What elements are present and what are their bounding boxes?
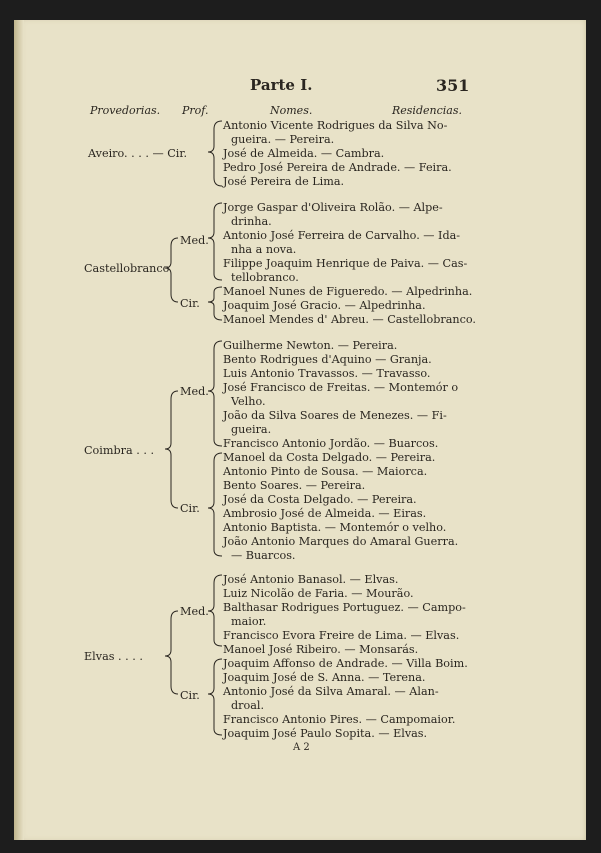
entry-line: gueira. — Pereira. <box>231 133 335 146</box>
entry-line: José Antonio Banasol. — Elvas. <box>223 573 399 586</box>
brace-coimbra-med <box>208 341 222 446</box>
brace-coimbra-cir <box>208 453 222 556</box>
entry-line: tellobranco. <box>231 271 299 284</box>
entry-line: José Francisco de Freitas. — Montemór o <box>223 381 459 394</box>
entry-line: Ambrosio José de Almeida. — Eiras. <box>223 507 427 520</box>
entry-line: Balthasar Rodrigues Portuguez. — Campo- <box>223 601 466 614</box>
entry-line: Francisco Antonio Jordão. — Buarcos. <box>223 437 439 450</box>
column-header-residencias: Residencias. <box>392 104 462 117</box>
entry-line: João da Silva Soares de Menezes. — Fi- <box>223 409 447 422</box>
entry-line: Jorge Gaspar d'Oliveira Rolão. — Alpe- <box>223 201 443 214</box>
entry-line: Manoel Nunes de Figueredo. — Alpedrinha. <box>223 285 473 298</box>
entry-line: Joaquim José de S. Anna. — Terena. <box>223 671 426 684</box>
entry-line: Bento Rodrigues d'Aquino — Granja. <box>223 353 432 366</box>
entry-line: gueira. <box>231 423 272 436</box>
entry-line: Joaquim José Paulo Sopita. — Elvas. <box>223 727 428 740</box>
entry-line: Bento Soares. — Pereira. <box>223 479 366 492</box>
brace-castellobranco-cir <box>208 287 222 320</box>
entry-line: Antonio Pinto de Sousa. — Maiorca. <box>223 465 428 478</box>
brace-castellobranco-outer <box>165 238 178 302</box>
entry-line: Joaquim Affonso de Andrade. — Villa Boim. <box>223 657 468 670</box>
brace-coimbra-outer <box>165 391 178 508</box>
entry-line: Manoel Mendes d' Abreu. — Castellobranco. <box>223 313 476 326</box>
entry-line: Francisco Evora Freire de Lima. — Elvas. <box>223 629 460 642</box>
prof-med-label: Med. <box>180 234 209 247</box>
entry-line: José Pereira de Lima. <box>223 175 345 188</box>
entry-line: Francisco Antonio Pires. — Campomaior. <box>223 713 456 726</box>
provedoria-aveiro-label: Aveiro. . . . — Cir. <box>88 147 188 160</box>
entry-line: droal. <box>231 699 265 712</box>
entry-line: Antonio José Ferreira de Carvalho. — Ida- <box>223 229 461 242</box>
entry-line: — Buarcos. <box>231 549 296 562</box>
brace-elvas-med <box>208 575 222 646</box>
entry-line: nha a nova. <box>231 243 297 256</box>
entry-line: José de Almeida. — Cambra. <box>223 147 385 160</box>
entry-line: drinha. <box>231 215 272 228</box>
provedoria-castellobranco-label: Castellobranco <box>84 262 170 275</box>
prof-med-label: Med. <box>180 385 209 398</box>
prof-cir-label: Cir. <box>180 689 200 702</box>
entry-line: Filippe Joaquim Henrique de Paiva. — Cas- <box>223 257 468 270</box>
page-title: Parte I. <box>250 76 313 94</box>
entry-line: Antonio José da Silva Amaral. — Alan- <box>223 685 439 698</box>
signature-mark: A 2 <box>293 742 310 753</box>
entry-line: José da Costa Delgado. — Pereira. <box>223 493 417 506</box>
provedoria-coimbra-label: Coimbra . . . <box>84 444 154 457</box>
entry-line: Guilherme Newton. — Pereira. <box>223 339 398 352</box>
prof-med-label: Med. <box>180 605 209 618</box>
entry-line: Velho. <box>231 395 266 408</box>
entry-line: maior. <box>231 615 267 628</box>
entry-line: Luiz Nicolão de Faria. — Mourão. <box>223 587 414 600</box>
brace-elvas-outer <box>165 611 178 694</box>
prof-cir-label: Cir. <box>180 502 200 515</box>
entry-line: Antonio Baptista. — Montemór o velho. <box>223 521 447 534</box>
entry-line: Luis Antonio Travassos. — Travasso. <box>223 367 431 380</box>
column-header-nomes: Nomes. <box>270 104 313 117</box>
entry-line: Antonio Vicente Rodrigues da Silva No- <box>223 119 448 132</box>
prof-cir-label: Cir. <box>180 297 200 310</box>
brace-castellobranco-med <box>208 203 222 280</box>
brace-elvas-cir <box>208 659 222 735</box>
brace-aveiro <box>208 121 222 186</box>
entry-line: João Antonio Marques do Amaral Guerra. <box>223 535 459 548</box>
entry-line: Manoel José Ribeiro. — Monsarás. <box>223 643 419 656</box>
entry-line: Joaquim José Gracio. — Alpedrinha. <box>223 299 426 312</box>
page-number: 351 <box>436 76 470 95</box>
column-header-prof: Prof. <box>182 104 209 117</box>
column-header-provedorias: Provedorias. <box>90 104 161 117</box>
entry-line: Manoel da Costa Delgado. — Pereira. <box>223 451 436 464</box>
provedoria-elvas-label: Elvas . . . . <box>84 650 143 663</box>
entry-line: Pedro José Pereira de Andrade. — Feira. <box>223 161 452 174</box>
